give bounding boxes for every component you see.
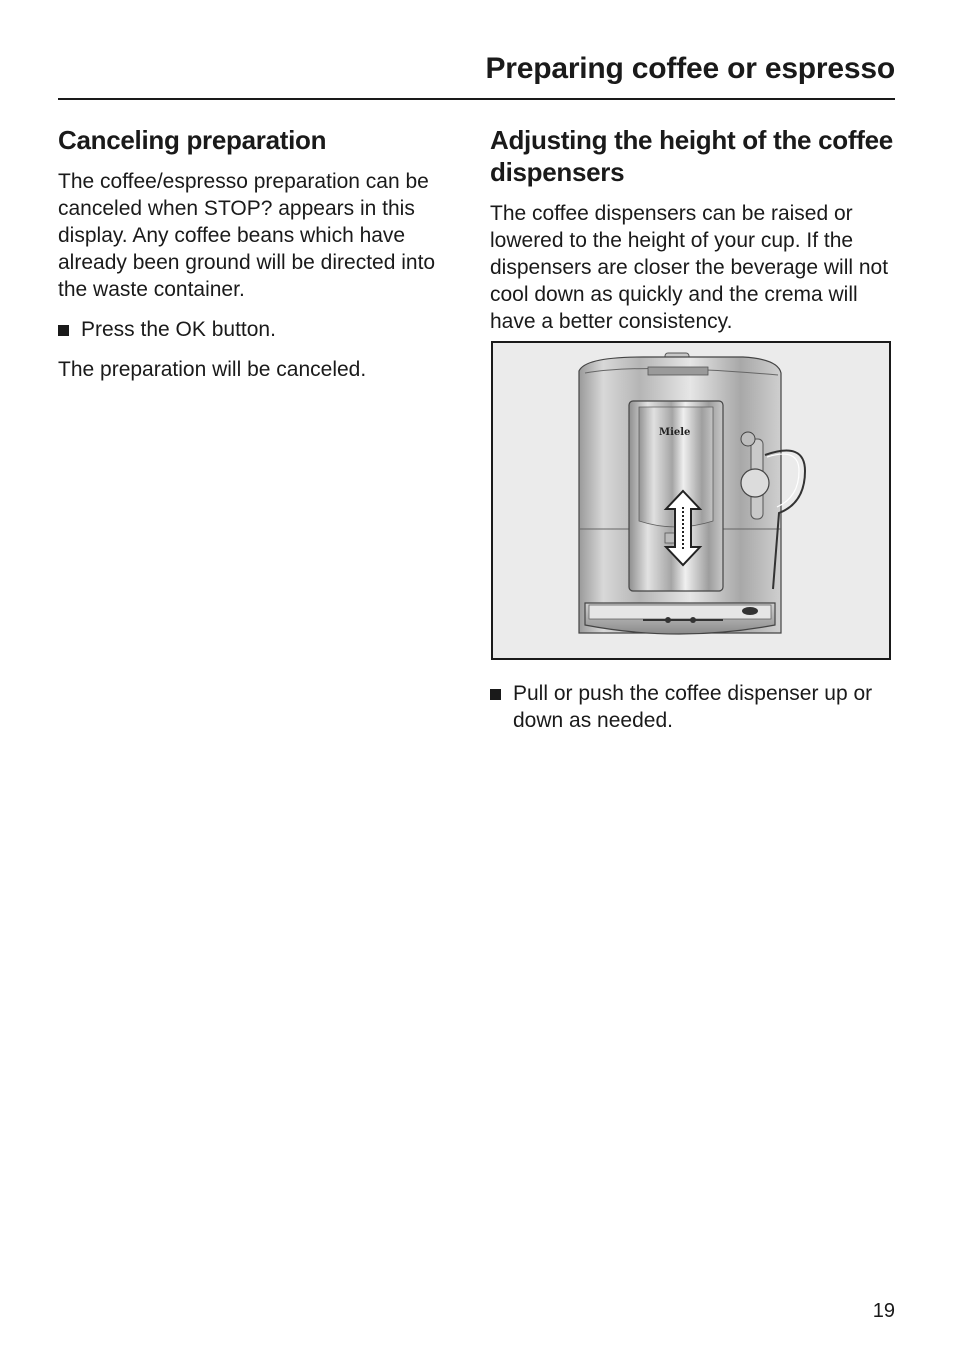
canceling-result-text: The preparation will be canceled. — [58, 358, 367, 381]
page-title: Preparing coffee or espresso — [485, 52, 895, 85]
instruction-step-adjust — [490, 680, 913, 734]
bullet-square-icon — [58, 325, 69, 336]
coffee-machine-drawing — [493, 343, 889, 658]
section-heading-adjusting: Adjusting the height of the coffee dispensers — [490, 125, 893, 187]
title-divider — [58, 98, 895, 100]
coffee-machine-illustration — [491, 341, 891, 660]
svg-text:Miele: Miele — [659, 427, 691, 438]
section-heading-canceling: Canceling preparation — [58, 125, 327, 155]
instruction-step — [58, 316, 443, 343]
left-column — [58, 124, 443, 396]
page-number: 19 — [872, 1300, 895, 1322]
right-column — [490, 124, 900, 348]
adjusting-intro-text: The coffee dispensers can be raised or lowered to the height of your cup. If the dispensers are closer the beverage will not cool down as quickly and the crema will have a better consistency. — [490, 202, 889, 333]
instruction-text: Press the OK button. — [81, 318, 276, 341]
canceling-intro-text: The coffee/espresso preparation can be canceled when STOP? appears in this display. Any coffee beans which have already been ground will be directed into the waste container. — [58, 170, 436, 301]
adjust-instruction-text: Pull or push the coffee dispenser up or down as needed. — [513, 682, 873, 732]
bullet-square-icon — [490, 689, 501, 700]
